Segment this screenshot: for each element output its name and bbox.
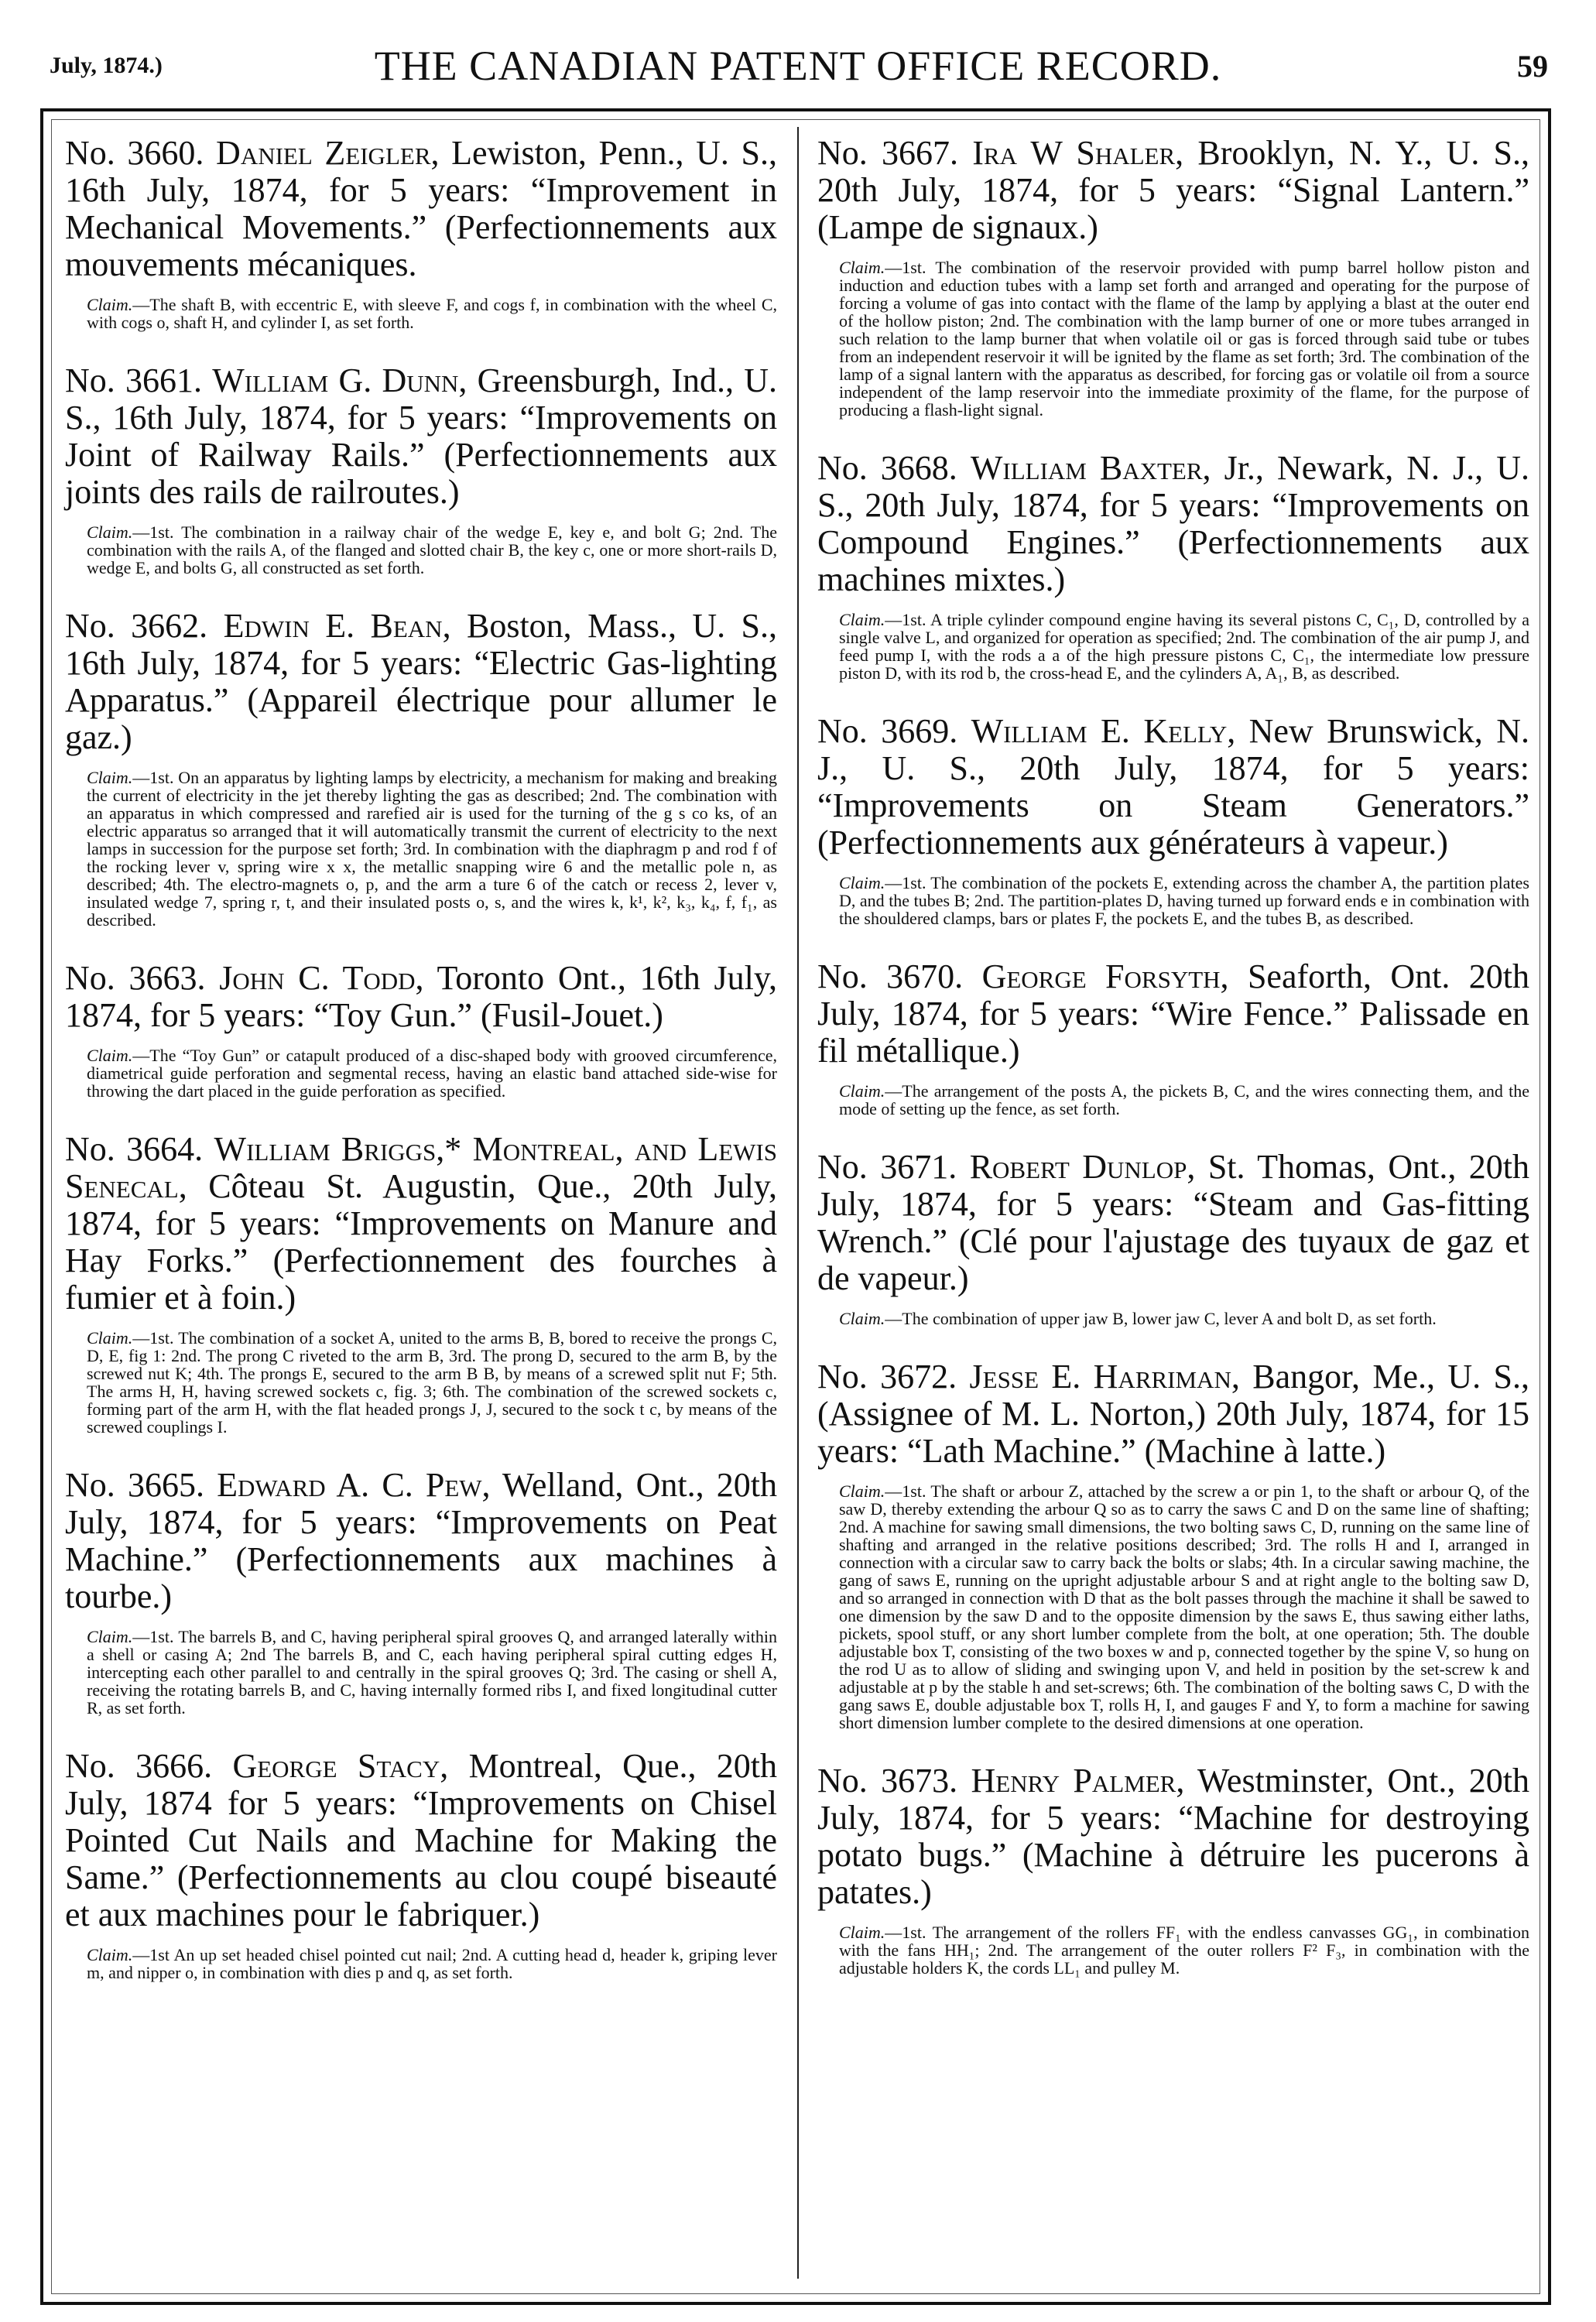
claim-text: —1st. A triple cylinder compound engine having its several pistons C, C₁, D, controlled by a single valve L, and organized for operation as specified; 2nd. The combination of the air pump J, and feed pump I, with the rods a a of the high pressure pistons C, C₁, the intermediate low pressure piston D, with its rod b, the cross-head E, and the cylinders A, A₁, B, as described.: [839, 610, 1529, 683]
claim-text: —The “Toy Gun” or catapult produced of a disc-shaped body with grooved circumference, diametrical guide perforation and segmental recess, having an elastic band attached side-wise for throwing the dart placed in the guide perforation as specified.: [87, 1046, 777, 1101]
inventor-name: William G. Dunn,: [212, 361, 467, 399]
patent-number: No. 3671.: [817, 1148, 957, 1186]
patent-number: No. 3664.: [65, 1130, 204, 1168]
inventor-name: Henry Palmer,: [971, 1762, 1185, 1800]
patent-claim: [65, 1946, 777, 1981]
claim-text: —The arrangement of the posts A, the pickets B, C, and the wires connecting them, and the mode of setting up the fence, as set forth.: [839, 1081, 1529, 1118]
claim-text: —1st. The combination in a railway chair of the wedge E, key e, and bolt G; 2nd. The combination with the rails A, of the flanged and slotted chair B, the key c, one or more short-rails D, wedge E, and bolts G, all constructed as set forth.: [87, 522, 777, 577]
patent-entry: [817, 1358, 1529, 1731]
claim-label: Claim.: [839, 1309, 885, 1328]
claim-text: —1st. The barrels B, and C, having peripheral spiral grooves Q, and arranged laterally within a shell or casing A; 2nd The barrels B, and C, each having peripheral spiral cutting edges H, intercepting each other parallel to and centrally in the spiral grooves Q; 3rd. The casing or shell A, receiving the rotating barrels B, and C, having internally formed ribs I, and fixed longitudinal cutter R, as set forth.: [87, 1627, 777, 1718]
claim-text: —1st An up set headed chisel pointed cut nail; 2nd. A cutting head d, header k, griping lever m, and nipper o, in combination with dies p and q, as set forth.: [87, 1945, 777, 1982]
inventor-name: Edward A. C. Pew,: [217, 1466, 491, 1504]
claim-label: Claim.: [87, 1627, 133, 1646]
patent-entry: [817, 958, 1529, 1118]
patent-details: Brooklyn, N. Y., U. S., 20th July, 1874, for 5 years: “Signal Lantern.” (Lampe de signaux.): [817, 134, 1530, 246]
patent-claim: [817, 874, 1529, 927]
patent-details: Bangor, Me., U. S., (Assignee of M. L. Norton,) 20th July, 1874, for 15 years: “Lath Machine.” (Machine à latte.): [817, 1358, 1530, 1470]
patent-details: Seaforth, Ont. 20th July, 1874, for 5 years: “Wire Fence.” Palissade en fil métallique.): [817, 957, 1529, 1070]
claim-text: —The shaft B, with eccentric E, with sleeve F, and cogs f, in combination with the wheel C, with cogs o, shaft H, and cylinder I, as set forth.: [87, 295, 777, 332]
claim-label: Claim.: [839, 610, 885, 629]
inventor-name: William Baxter,: [970, 449, 1211, 487]
patent-details: Welland, Ont., 20th July, 1874, for 5 years: “Improvements on Peat Machine.” (Perfectionnements aux machines à tourbe.): [65, 1466, 777, 1615]
page-frame: [40, 108, 1551, 2305]
claim-label: Claim.: [839, 873, 885, 892]
journal-title: THE CANADIAN PATENT OFFICE RECORD.: [374, 43, 1222, 89]
patent-heading: [65, 1131, 777, 1317]
inventor-name: George Stacy,: [232, 1747, 449, 1785]
patent-entry: [65, 960, 777, 1100]
patent-claim: [817, 1923, 1529, 1977]
claim-text: —1st. The arrangement of the rollers FF₁ with the endless canvasses GG₁, in combination with the fans HH₁; 2nd. The arrangement of the outer rollers F² F₃, in combination with the adjustable holders K, the cords LL₁ and pulley M.: [839, 1923, 1529, 1978]
patent-heading: [817, 1358, 1529, 1470]
patent-entry: [817, 713, 1529, 927]
claim-label: Claim.: [87, 1328, 133, 1348]
patent-entry: [65, 608, 777, 929]
patent-heading: [817, 1149, 1529, 1297]
patent-number: No. 3667.: [817, 134, 959, 172]
claim-label: Claim.: [839, 258, 885, 277]
patent-number: No. 3672.: [817, 1358, 957, 1396]
patent-claim: [817, 259, 1529, 419]
inventor-name: William E. Kelly,: [971, 712, 1236, 750]
patent-claim: [65, 769, 777, 929]
right-column: [817, 135, 1529, 2008]
patent-claim: [817, 611, 1529, 682]
claim-label: Claim.: [839, 1923, 885, 1942]
claim-text: —The combination of upper jaw B, lower jaw C, lever A and bolt D, as set forth.: [885, 1309, 1437, 1328]
inventor-name: William Briggs,* Montreal, and Lewis Senecal,: [65, 1130, 777, 1205]
patent-number: No. 3666.: [65, 1747, 213, 1785]
patent-number: No. 3673.: [817, 1762, 958, 1800]
claim-label: Claim.: [839, 1081, 885, 1101]
patent-entry: [817, 1762, 1529, 1977]
patent-details: New Brunswick, N. J., U. S., 20th July, 1874, for 5 years: “Improvements on Steam Generators.” (Perfectionnements aux générateurs à vapeur.): [817, 712, 1529, 861]
claim-label: Claim.: [87, 768, 133, 787]
patent-claim: [817, 1310, 1529, 1327]
patent-claim: [817, 1082, 1529, 1118]
patent-heading: [65, 1467, 777, 1615]
patent-entry: [65, 1467, 777, 1717]
patent-details: Greensburgh, Ind., U. S., 16th July, 1874, for 5 years: “Improvements on Joint of Railway Rails.” (Perfectionnements aux joints des rails de railroutes.): [65, 361, 778, 511]
patent-details: Jr., Newark, N. J., U. S., 20th July, 1874, for 5 years: “Improvements on Compound Engines.” (Perfectionnements aux machines mixtes.): [817, 449, 1529, 598]
patent-heading: [817, 135, 1529, 246]
claim-text: —1st. On an apparatus by lighting lamps by electricity, a mechanism for making and breaking the current of electricity in the jet thereby lighting the gas as described; 2nd. The combination with an apparatus in which compressed and rarefied air is used for the turning of the g s co ks, of an electric apparatus so arranged that it will automatically transmit the current of electricity to the next lamps in succession for the purpose set forth; 3rd. In combination with the diaphragm p and rod f of the rocking lever v, spring wire x x, the metallic snapping wire 6 and the metallic pole n, as described; 4th. The electro-magnets o, p, and the arm a ture 6 of the catch or recess 2, lever v, insulated wedge 7, spring r, t, and their insulated posts o, s, and the wires k, k¹, k², k₃, k₄, f, f₁, as described.: [87, 768, 777, 930]
patent-number: No. 3669.: [817, 712, 958, 750]
patent-claim: [817, 1482, 1529, 1731]
claim-label: Claim.: [87, 295, 133, 314]
inventor-name: George Forsyth,: [981, 957, 1229, 995]
patent-details: St. Thomas, Ont., 20th July, 1874, for 5 years: “Steam and Gas-fitting Wrench.” (Clé pour l'ajustage des tuyaux de gaz et de vapeur.): [817, 1148, 1530, 1297]
inventor-name: John C. Todd,: [219, 959, 424, 997]
patent-details: Boston, Mass., U. S., 16th July, 1874, for 5 years: “Electric Gas-lighting Apparatus.” (Appareil électrique pour allumer le gaz.): [65, 607, 778, 756]
patent-claim: [65, 1329, 777, 1436]
patent-number: No. 3662.: [65, 607, 208, 645]
patent-details: Westminster, Ont., 20th July, 1874, for 5 years: “Machine for destroying potato bugs.” (Machine à détruire les pucerons à patates.): [817, 1762, 1529, 1911]
patent-heading: [65, 1748, 777, 1933]
patent-heading: [817, 958, 1529, 1070]
patent-entry: [65, 135, 777, 331]
patent-heading: [817, 1762, 1529, 1911]
patent-claim: [65, 1628, 777, 1717]
patent-details: Lewiston, Penn., U. S., 16th July, 1874, for 5 years: “Improvement in Mechanical Movements.” (Perfectionnements aux mouvements mécaniques.: [65, 134, 778, 283]
patent-number: No. 3660.: [65, 134, 204, 172]
patent-entry: [65, 1748, 777, 1981]
patent-claim: [65, 296, 777, 331]
patent-heading: [817, 450, 1529, 598]
patent-heading: [65, 135, 777, 283]
inventor-name: Robert Dunlop,: [969, 1148, 1196, 1186]
patent-heading: [65, 608, 777, 756]
patent-entry: [65, 362, 777, 577]
patent-number: No. 3670.: [817, 957, 964, 995]
patent-entry: [817, 135, 1529, 419]
patent-number: No. 3668.: [817, 449, 957, 487]
inventor-name: Ira W Shaler,: [972, 134, 1184, 172]
claim-text: —1st. The shaft or arbour Z, attached by the screw a or pin 1, to the shaft or arbour Q, of the saw D, thereby extending the arbour Q so as to carry the saws C and D on the same line of shafting; 2nd. A machine for sawing small dimensions, the two bolting saws C, D, running on the same line of shafting and arranged in the relative positions described; 3rd. The rolls H and I, arranged in connection with a circular saw to carry back the bolts or slabs; 4th. In a circular sawing machine, the gang of saws E, running on the upright adjustable arbour S and at right angle to the bolting saw D, and so arranged in connection with D that as the bolt passes through the machine it shall be sawed to one dimension by the saw D and to the opposite dimension by the saws E, thus sawing either laths, pickets, spool stuff, or any short lumber complete from the bolt, at one operation; 5th. The double adjustable box T, consisting of the two boxes w and p, connected together by the spine V, so hung on the rod U as to allow of sliding and swinging upon V, and held in position by the set-screw k and adjustable at p by the stable h and set-screws; 6th. The combination of the bolting saws C, D with the gang saws E, double adjustable box T, rolls H, I, and gauges F and Y, to form a machine for sawing short dimension lumber complete to the desired dimensions at one operation.: [839, 1481, 1529, 1732]
patent-number: No. 3665.: [65, 1466, 204, 1504]
column-divider: [797, 127, 799, 2279]
patent-entry: [817, 1149, 1529, 1327]
inventor-name: Daniel Zeigler,: [216, 134, 440, 172]
patent-heading: [65, 960, 777, 1034]
patent-details: Côteau St. Augustin, Que., 20th July, 1874, for 5 years: “Improvements on Manure and Hay Forks.” (Perfectionnement des fourches à fumier et à foin.): [65, 1167, 777, 1317]
claim-text: —1st. The combination of a socket A, united to the arms B, B, bored to receive the prongs C, D, E, fig 1: 2nd. The prong C riveted to the arm B, 3rd. The prong D, secured to the arm B, by the screwed nut K; 4th. The prongs E, secured to the arm B B, by means of a screwed split nut F; 5th. The arms H, H, having screwed sockets c, fig. 3; 6th. The combination of the screwed sockets c, forming part of the arm H, with the flat headed prongs J, J, secured to the sock t c, by means of the screwed couplings I.: [87, 1328, 777, 1437]
patent-entry: [817, 450, 1529, 682]
left-column: [65, 135, 777, 2012]
claim-label: Claim.: [87, 1046, 133, 1065]
claim-label: Claim.: [839, 1481, 885, 1501]
patent-heading: [817, 713, 1529, 861]
patent-claim: [65, 1046, 777, 1100]
patent-claim: [65, 523, 777, 577]
claim-text: —1st. The combination of the pockets E, extending across the chamber A, the partition plates D, and the tubes B; 2nd. The partition-plates D, having turned up forward ends e in combination with the shouldered clamps, bars or plates F, the pockets E, and the tubes B, as described.: [839, 873, 1529, 928]
patent-heading: [65, 362, 777, 511]
patent-number: No. 3663.: [65, 959, 206, 997]
page-number: 59: [1517, 49, 1548, 84]
claim-text: —1st. The combination of the reservoir provided with pump barrel hollow piston and induction and eduction tubes with a lamp set forth and arranged and operating for the purpose of forcing a volume of gas into contact with the flame of the lamp by applying a blast at the outer end of the hollow piston; 2nd. The combination with the lamp burner of one or more tubes arranged in such relation to the lamp burner that when volatile oil or gas is forced through said tube or tubes from an independent reservoir it will be ignited by the flame as set forth; 3rd. The combination of the lamp of a signal lantern with the apparatus as described, for forcing gas or volatile oil from a source independent of the lamp reservoir into the immediate proximity of the flame, for the purpose of producing a flash-light signal.: [839, 258, 1529, 420]
inventor-name: Edwin E. Bean,: [223, 607, 451, 645]
patent-entry: [65, 1131, 777, 1436]
claim-label: Claim.: [87, 1945, 133, 1964]
claim-label: Claim.: [87, 522, 133, 542]
patent-details: Montreal, Que., 20th July, 1874 for 5 years: “Improvements on Chisel Pointed Cut Nails and Machine for Making the Same.” (Perfectionnements au clou coupé biseauté et aux machines pour le fabriquer.): [65, 1747, 778, 1933]
patent-number: No. 3661.: [65, 361, 203, 399]
page-header: [43, 39, 1553, 101]
header-date: July, 1874.): [50, 53, 163, 78]
patent-details: Toronto Ont., 16th July, 1874, for 5 years: “Toy Gun.” (Fusil-Jouet.): [65, 959, 777, 1034]
inventor-name: Jesse E. Harriman,: [969, 1358, 1240, 1396]
